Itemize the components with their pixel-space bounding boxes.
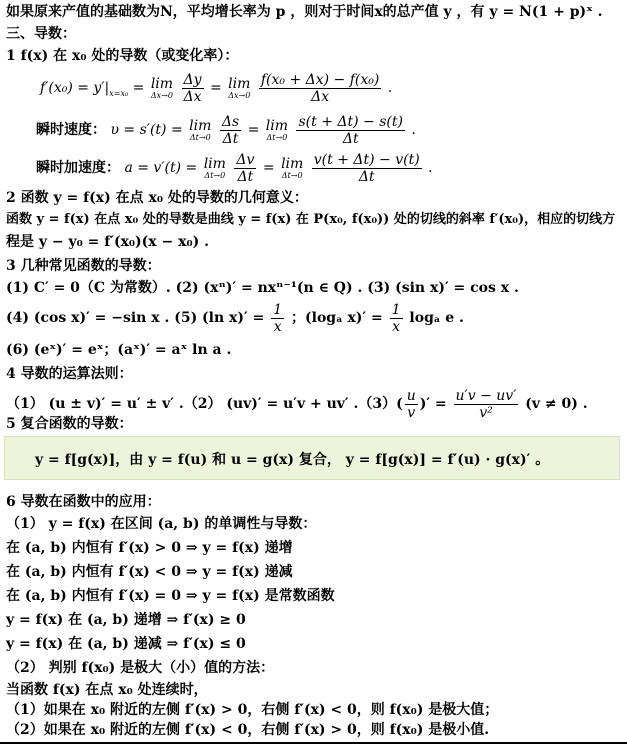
frac-dy-dx: $\frac{\Delta y}{\Delta x}$ bbox=[183, 71, 202, 105]
extremum-min: （2）如果在 x₀ 附近的左侧 f′(x) < 0，右侧 f′(x) > 0，则 f(x₀) 是极小值. bbox=[6, 722, 490, 738]
extremum-condition: 当函数 f(x) 在点 x₀ 处连续时， bbox=[6, 682, 208, 698]
heading-3: 3 几种常见函数的导数： bbox=[6, 258, 161, 274]
bottom-divider bbox=[0, 742, 627, 744]
monotonic-decrease: 在 (a, b) 内恒有 f′(x) < 0 ⇒ y = f(x) 递减 bbox=[6, 564, 293, 580]
operation-rules: （1） (u ± v)′ = u′ ± v′ .（2） (uv)′ = u′v + uv′ .（3）( $\frac{u}{v}$ )′ = $\frac{u'v - uv'}{\text{v²}}$ (v ≠ 0) . bbox=[6, 387, 588, 421]
derivatives-6: (6) (eˣ)′ = eˣ；(aˣ)′ = aˣ ln a . bbox=[6, 342, 232, 358]
heading-2: 2 函数 y = f(x) 在点 x₀ 处的导数的几何意义： bbox=[6, 190, 308, 206]
velocity-line: 瞬时速度： υ = s′(t) = lim Δt→0 $\frac{\Delta s}{\Delta t}$ = lim Δt→0 $\frac{s(t + \Delta t) - s(t)}{\Delta t}$ . bbox=[36, 113, 416, 147]
derivative-definition: $f'(x_0) = y'|_{x=x_0}$ = lim Δx→0 $\frac{\Delta y}{\Delta x}$ = lim Δx→0 $\frac{\text{f(x₀ + Δx) − f(x₀)}}{\Delta x}$ . bbox=[40, 71, 393, 105]
heading-5: 5 复合函数的导数： bbox=[6, 416, 133, 432]
lim-2: lim Δx→0 bbox=[228, 75, 251, 100]
monotonic-increase: 在 (a, b) 内恒有 f′(x) > 0 ⇒ y = f(x) 递增 bbox=[6, 540, 293, 556]
def-prefix: f′(x₀) = y′| bbox=[40, 80, 110, 96]
extremum-max: （1）如果在 x₀ 附近的左侧 f′(x) > 0，右侧 f′(x) < 0，则 f(x₀) 是极大值； bbox=[6, 702, 499, 718]
def-sub: x=x₀ bbox=[109, 88, 129, 98]
section-heading: 三、导数： bbox=[6, 26, 76, 42]
monotonic-heading: （1） y = f(x) 在区间 (a, b) 的单调性与导数： bbox=[6, 516, 317, 532]
frac-def: $\frac{\text{f(x₀ + Δx) − f(x₀)}}{\Delta x}$ bbox=[260, 71, 380, 105]
geometry-line-2: 程是 y − y₀ = f′(x₀)(x − x₀) . bbox=[6, 234, 209, 250]
extremum-heading: （2） 判别 f(x₀) 是极大（小）值的方法： bbox=[6, 660, 275, 676]
def-eq: = bbox=[132, 80, 145, 96]
heading-4: 4 导数的运算法则： bbox=[6, 366, 133, 382]
derivatives-1-3: (1) C′ = 0（C 为常数）. (2) (xⁿ)′ = nxⁿ⁻¹(n ∈ Q) . (3) (sin x)′ = cos x . bbox=[6, 280, 519, 296]
composite-highlight-box bbox=[4, 436, 620, 480]
decrease-implies: y = f(x) 在 (a, b) 递减 ⇒ f′(x) ≤ 0 bbox=[6, 636, 246, 652]
heading-1: 1 f(x) 在 x₀ 处的导数（或变化率）： bbox=[6, 48, 239, 64]
acceleration-line: 瞬时加速度： a = v′(t) = lim Δt→0 $\frac{\Delta v}{\Delta t}$ = lim Δt→0 $\frac{v(t + \Delta t) - v(t)}{\Delta t}$ . bbox=[36, 151, 433, 185]
monotonic-constant: 在 (a, b) 内恒有 f′(x) = 0 ⇒ y = f(x) 是常数函数 bbox=[6, 588, 335, 604]
derivatives-4-5: (4) (cos x)′ = −sin x . (5) (ln x)′ = $\frac{1}{x}$ ；(logₐ x)′ = $\frac{1}{x}$ logₐ e . bbox=[6, 301, 464, 335]
increase-implies: y = f(x) 在 (a, b) 递增 ⇒ f′(x) ≥ 0 bbox=[6, 612, 246, 628]
intro-line: 如果原来产值的基础数为N，平均增长率为 p ，则对于时间x的总产值 y ，有 y = N(1 + p)ˣ . bbox=[6, 4, 603, 20]
heading-6: 6 导数在函数中的应用： bbox=[6, 494, 161, 510]
composite-formula: y = f[g(x)]，由 y = f(u) 和 u = g(x) 复合， y = f[g(x)] = f′(u) · g(x)′ 。 bbox=[35, 452, 550, 468]
lim-1: lim Δx→0 bbox=[150, 75, 174, 100]
geometry-line-1: 函数 y = f(x) 在点 x₀ 处的导数是曲线 y = f(x) 在 P(x₀, f(x₀)) 处的切线的斜率 f′(x₀)，相应的切线方 bbox=[6, 212, 616, 227]
